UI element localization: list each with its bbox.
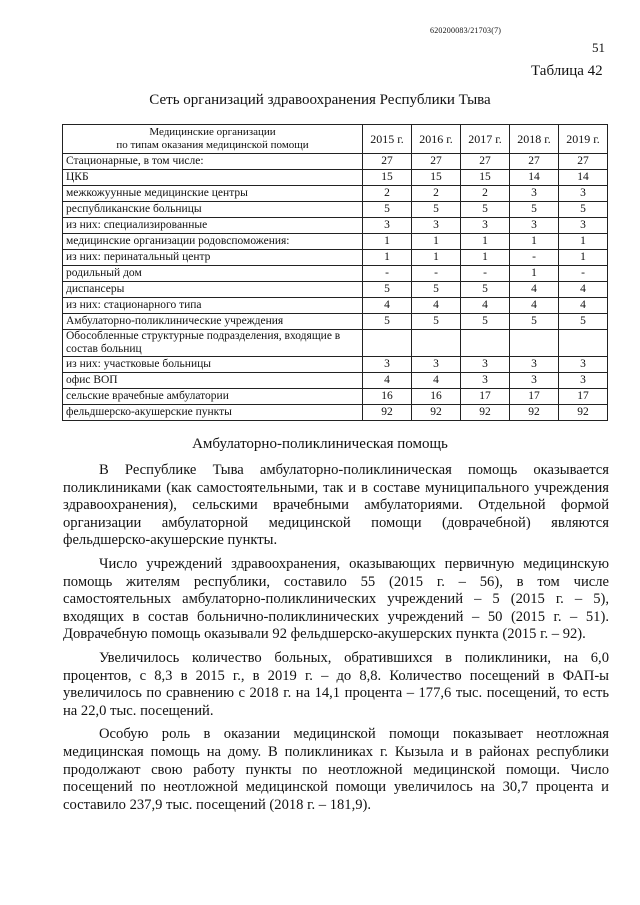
- table-row: [63, 357, 608, 373]
- row-value: 4: [363, 298, 412, 314]
- row-value: 92: [510, 405, 559, 421]
- row-value: 92: [461, 405, 510, 421]
- table-row: [63, 298, 608, 314]
- table-number: Таблица 42: [531, 63, 603, 79]
- table-header-row: [63, 125, 608, 154]
- paragraph: Особую роль в оказании медицинской помощи показывает неотложная медицинская помощь на дому. В поликлиниках г. Кызыла и в районах республики продолжают свою работу пункты по неотложной медицинской помощи. Число посещений по неотложной медицинской помощи увеличилось на 30,7 процента и составило 237,9 тыс. посещений (2018 г. – 181,9).: [63, 726, 609, 813]
- row-value: 1: [510, 234, 559, 250]
- row-value: 3: [363, 357, 412, 373]
- row-value: 92: [363, 405, 412, 421]
- row-value: 4: [461, 298, 510, 314]
- row-value: 14: [510, 170, 559, 186]
- row-value: [559, 330, 608, 357]
- row-value: 3: [461, 373, 510, 389]
- row-value: -: [461, 266, 510, 282]
- row-value: -: [510, 250, 559, 266]
- row-value: 1: [461, 234, 510, 250]
- row-value: 5: [412, 314, 461, 330]
- row-value: 5: [510, 202, 559, 218]
- row-value: -: [412, 266, 461, 282]
- header-label-line1: Медицинские организации: [149, 126, 276, 138]
- row-value: 5: [559, 314, 608, 330]
- row-value: 3: [510, 218, 559, 234]
- table-row: [63, 154, 608, 170]
- row-label: Амбулаторно-поликлинические учреждения: [63, 314, 363, 330]
- paragraph: Увеличилось количество больных, обратившихся в поликлиники, на 6,0 процентов, с 8,3 в 2015 г., в 2019 г. – до 8,8. Количество посещений в ФАП-ы увеличилось по сравнению с 2018 г. на 14,1 процента – 177,6 тыс. посещений, то есть на 22,0 тыс. посещений.: [63, 649, 609, 719]
- document-code: 620200083/21703(7): [430, 26, 502, 35]
- table-row: [63, 250, 608, 266]
- row-value: 4: [412, 298, 461, 314]
- table-row: [63, 234, 608, 250]
- row-value: 5: [461, 202, 510, 218]
- table-row: [63, 405, 608, 421]
- row-value: 3: [412, 357, 461, 373]
- row-value: 2: [461, 186, 510, 202]
- row-value: 17: [461, 389, 510, 405]
- row-value: 3: [559, 218, 608, 234]
- row-value: 16: [363, 389, 412, 405]
- row-value: 3: [363, 218, 412, 234]
- paragraph: Число учреждений здравоохранения, оказывающих первичную медицинскую помощь жителям республики, составило 55 (2015 г. – 56), в том числе самостоятельных амбулаторно-поликлинических учреждений – 5 (2015 г. – 5), входящих в состав больнично-поликлинических учреждений – 50 (2015 г. – 51). Доврачебную помощь оказывали 92 фельдшерско-акушерских пункта (2015 г. – 92).: [63, 555, 609, 643]
- row-value: 92: [412, 405, 461, 421]
- row-label: сельские врачебные амбулатории: [63, 389, 363, 405]
- health-organizations-table: [62, 124, 608, 421]
- row-label: родильный дом: [63, 266, 363, 282]
- row-value: 5: [559, 202, 608, 218]
- row-value: 3: [412, 218, 461, 234]
- row-value: [461, 330, 510, 357]
- row-value: 5: [412, 202, 461, 218]
- row-value: 5: [363, 202, 412, 218]
- body-text: [63, 462, 609, 820]
- row-value: 15: [461, 170, 510, 186]
- paragraph: В Республике Тыва амбулаторно-поликлиническая помощь оказывается поликлиниками (как самостоятельными, так и в составе муниципального учреждения здравоохранения), сельскими врачебными амбулаториями. Отдельной формой организации амбулаторной медицинской помощи (доврачебной) являются фельдшерско-акушерские пункты.: [63, 462, 609, 549]
- row-value: 5: [510, 314, 559, 330]
- row-value: 4: [559, 282, 608, 298]
- row-value: 1: [412, 234, 461, 250]
- column-header-year: 2018 г.: [510, 125, 559, 154]
- table-title: Сеть организаций здравоохранения Республики Тыва: [149, 92, 491, 108]
- column-header-year: 2017 г.: [461, 125, 510, 154]
- table-row: [63, 282, 608, 298]
- row-value: 17: [559, 389, 608, 405]
- row-label: офис ВОП: [63, 373, 363, 389]
- row-value: 3: [510, 357, 559, 373]
- table-row: [63, 266, 608, 282]
- row-value: 27: [363, 154, 412, 170]
- column-header-year: 2016 г.: [412, 125, 461, 154]
- row-value: 27: [461, 154, 510, 170]
- row-value: 14: [559, 170, 608, 186]
- row-value: 2: [363, 186, 412, 202]
- row-value: 1: [559, 234, 608, 250]
- row-value: 5: [363, 314, 412, 330]
- row-label: Стационарные, в том числе:: [63, 154, 363, 170]
- row-value: 4: [510, 298, 559, 314]
- row-value: 1: [412, 250, 461, 266]
- row-value: 5: [412, 282, 461, 298]
- row-value: 1: [363, 234, 412, 250]
- row-value: 4: [510, 282, 559, 298]
- table-row: [63, 186, 608, 202]
- row-value: 15: [363, 170, 412, 186]
- row-label: из них: стационарного типа: [63, 298, 363, 314]
- row-value: [510, 330, 559, 357]
- row-value: 1: [461, 250, 510, 266]
- column-header-year: 2019 г.: [559, 125, 608, 154]
- row-label: фельдшерско-акушерские пункты: [63, 405, 363, 421]
- column-header-year: 2015 г.: [363, 125, 412, 154]
- row-value: 15: [412, 170, 461, 186]
- row-value: [363, 330, 412, 357]
- row-value: 5: [363, 282, 412, 298]
- table-row: [63, 373, 608, 389]
- page-number: 51: [592, 40, 605, 55]
- column-header-organizations: [63, 125, 363, 154]
- row-value: -: [363, 266, 412, 282]
- row-label: ЦКБ: [63, 170, 363, 186]
- table-row: [63, 314, 608, 330]
- row-value: 3: [510, 373, 559, 389]
- row-label: диспансеры: [63, 282, 363, 298]
- row-value: 2: [412, 186, 461, 202]
- row-value: 27: [510, 154, 559, 170]
- row-value: 3: [559, 357, 608, 373]
- table-row: [63, 170, 608, 186]
- row-value: 4: [559, 298, 608, 314]
- table-row: [63, 330, 608, 357]
- row-label: из них: перинатальный центр: [63, 250, 363, 266]
- row-value: 1: [363, 250, 412, 266]
- row-value: 3: [461, 357, 510, 373]
- row-label: межкожуунные медицинские центры: [63, 186, 363, 202]
- row-value: 4: [363, 373, 412, 389]
- row-label: Обособленные структурные подразделения, входящие в состав больниц: [63, 330, 363, 357]
- table-row: [63, 202, 608, 218]
- row-value: 3: [510, 186, 559, 202]
- table-row: [63, 389, 608, 405]
- row-value: 1: [510, 266, 559, 282]
- row-value: 5: [461, 282, 510, 298]
- row-label: республиканские больницы: [63, 202, 363, 218]
- section-heading: Амбулаторно-поликлиническая помощь: [192, 436, 448, 452]
- row-label: из них: специализированные: [63, 218, 363, 234]
- row-value: 17: [510, 389, 559, 405]
- row-value: 16: [412, 389, 461, 405]
- table-row: [63, 218, 608, 234]
- row-value: [412, 330, 461, 357]
- row-value: 4: [412, 373, 461, 389]
- row-value: 27: [412, 154, 461, 170]
- row-label: медицинские организации родовспоможения:: [63, 234, 363, 250]
- row-value: 5: [461, 314, 510, 330]
- row-value: 1: [559, 250, 608, 266]
- row-value: 3: [559, 186, 608, 202]
- row-value: 27: [559, 154, 608, 170]
- header-label-line2: по типам оказания медицинской помощи: [116, 139, 309, 151]
- table-body: [63, 154, 608, 421]
- row-value: 3: [559, 373, 608, 389]
- row-value: 3: [461, 218, 510, 234]
- row-label: из них: участковые больницы: [63, 357, 363, 373]
- row-value: 92: [559, 405, 608, 421]
- row-value: -: [559, 266, 608, 282]
